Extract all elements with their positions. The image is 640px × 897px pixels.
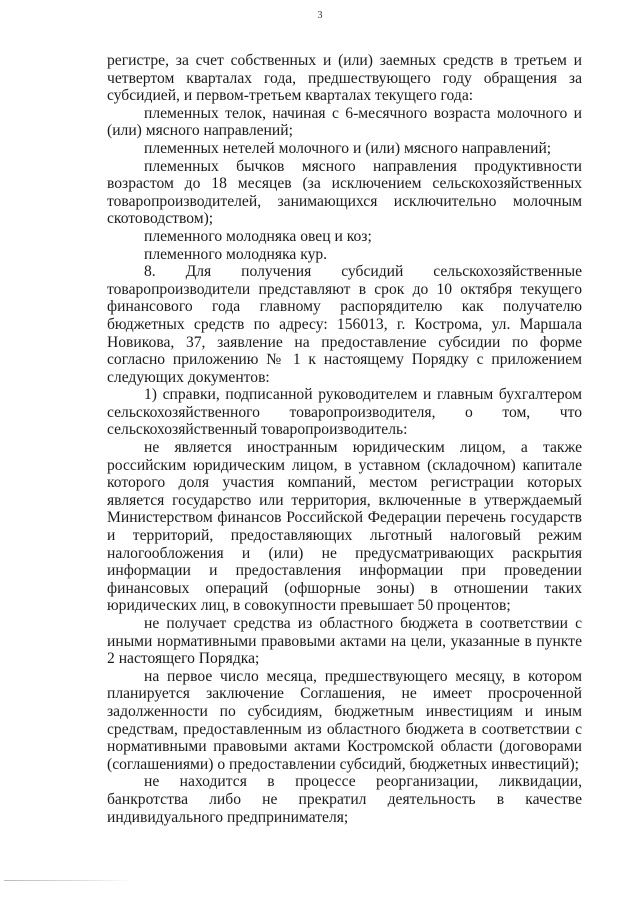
paragraph: 8. Для получения субсидий сельскохозяйственные товаропроизводители представляют в срок до 10 октября текущего финансового года главному распорядителю как получателю бюджетных средств по адресу: 156013, г. Кострома, ул. Маршала Новикова, 37, заявление на предоставление субсидии по форме согласно приложению № 1 к настоящему Порядку с приложением следующих документов: <box>107 263 582 386</box>
paragraph: племенных бычков мясного направления продуктивности возрастом до 18 месяцев (за исключением сельскохозяйственных товаропроизводителей, занимающихся исключительно молочным скотоводством); <box>107 157 582 228</box>
document-body <box>107 52 582 826</box>
paragraph: не находится в процессе реорганизации, ликвидации, банкротства либо не прекратил деятельность в качестве индивидуального предпринимателя; <box>107 773 582 826</box>
paragraph: 1) справки, подписанной руководителем и главным бухгалтером сельскохозяйственного товаропроизводителя, о том, что сельскохозяйственный товаропроизводитель: <box>107 386 582 439</box>
paragraph: регистре, за счет собственных и (или) заемных средств в третьем и четвертом кварталах года, предшествующего году обращения за субсидией, и первом-третьем кварталах текущего года: <box>107 52 582 105</box>
page-number: 3 <box>317 10 323 21</box>
paragraph: племенных нетелей молочного и (или) мясного направлений; <box>144 139 552 157</box>
paragraph: племенных телок, начиная с 6-месячного возраста молочного и (или) мясного направлений; <box>107 104 582 140</box>
paragraph: племенного молодняка кур. <box>144 245 328 263</box>
paragraph: на первое число месяца, предшествующего месяцу, в котором планируется заключение Соглашения, не имеет просроченной задолженности по субсидиям, бюджетным инвестициям и иным средствам, предоставленным из областного бюджета в соответствии с нормативными правовыми актами Костромской области (договорами (соглашениями) о предоставлении субсидий, бюджетных инвестиций); <box>107 667 582 773</box>
paragraph: не получает средства из областного бюджета в соответствии с иными нормативными правовыми актами на цели, указанные в пункте 2 настоящего Порядка; <box>107 615 582 668</box>
paragraph: не является иностранным юридическим лицом, а также российским юридическим лицом, в уставном (складочном) капитале которого доля участия компаний, местом регистрации которых является государство или территория, включенные в утверждаемый Министерством финансов Российской Федерации перечень государств и территорий, предоставляющих льготный налоговый режим налогообложения и (или) не предусматривающих раскрытия информации и предоставления информации при проведении финансовых операций (офшорные зоны) в отношении таких юридических лиц, в совокупности превышает 50 процентов; <box>107 439 582 615</box>
scan-artifact-line <box>4 880 134 881</box>
paragraph: племенного молодняка овец и коз; <box>144 227 372 245</box>
